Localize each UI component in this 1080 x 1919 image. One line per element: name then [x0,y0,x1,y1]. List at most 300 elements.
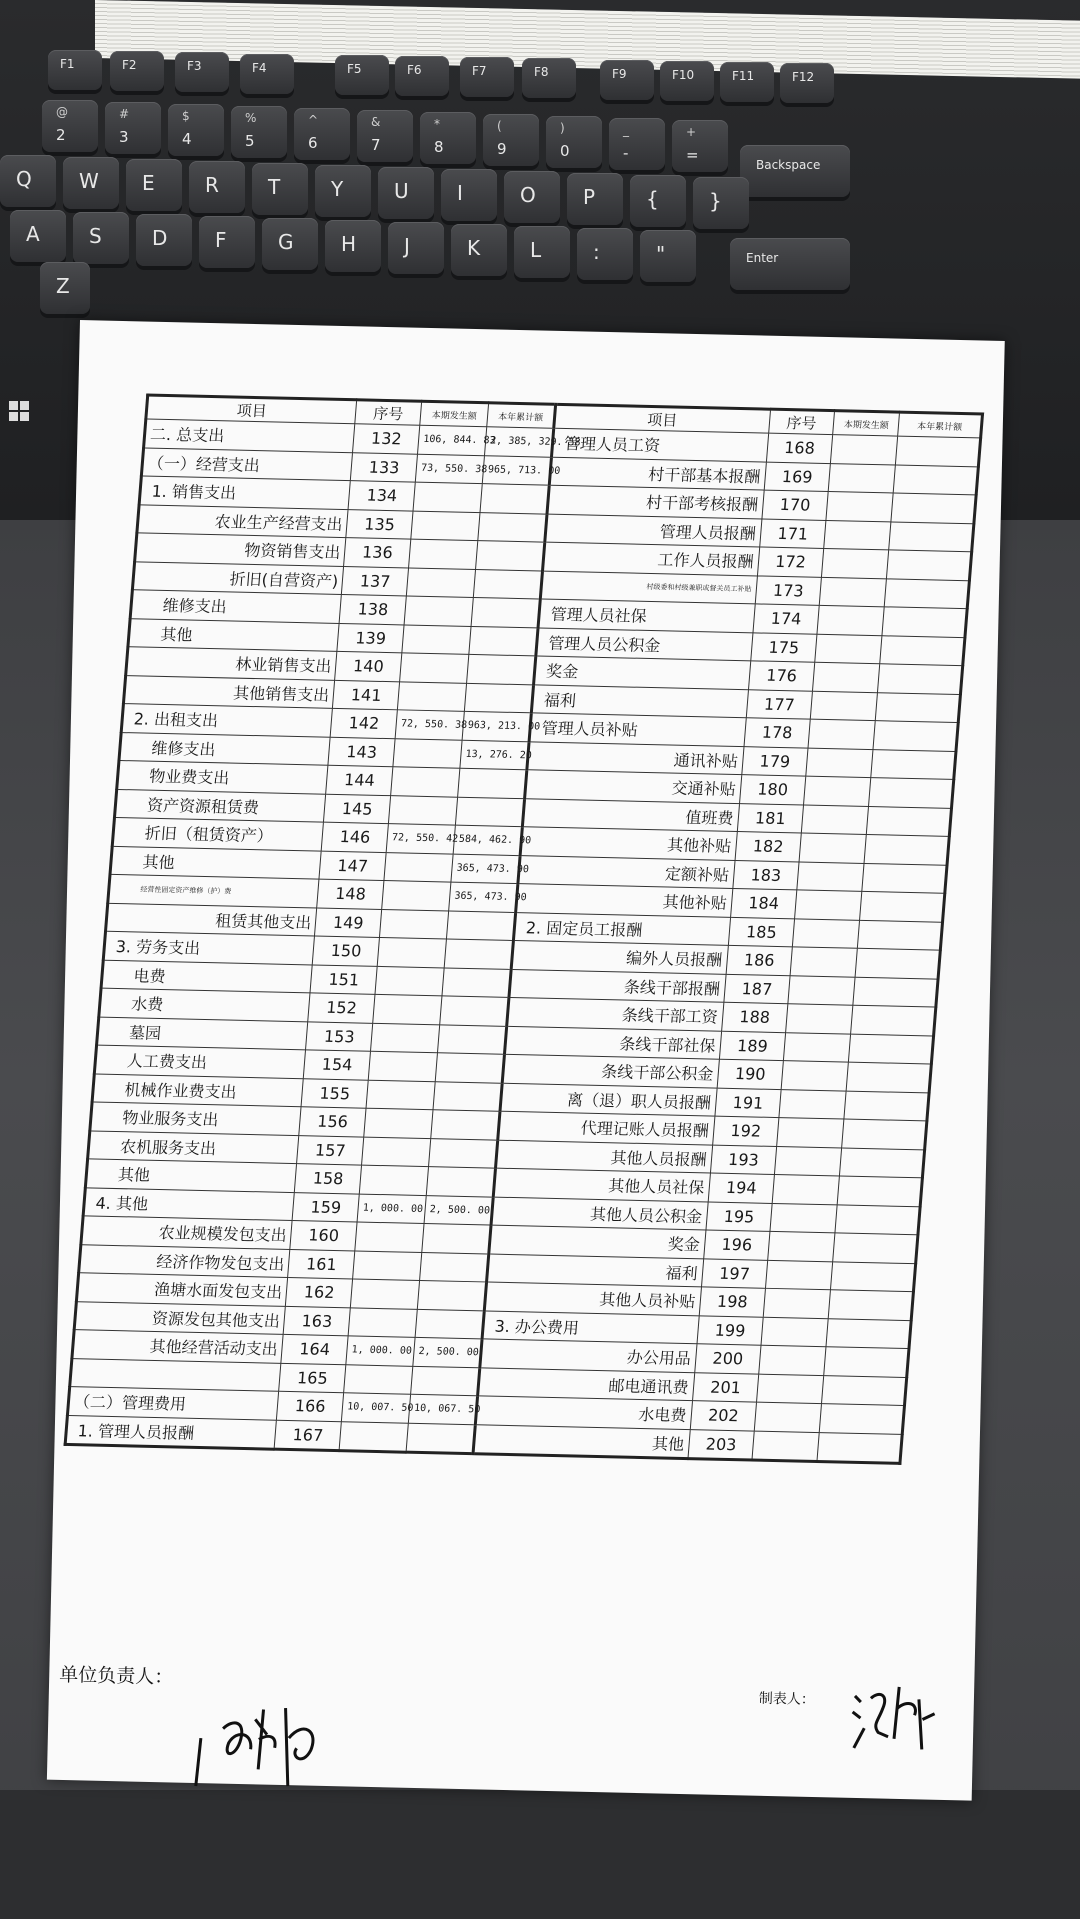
key-label: 0 [560,142,570,160]
year-total-cell: 2, 500. 00 [424,1195,493,1225]
current-amount-cell [400,653,469,683]
right-seq-cell: 184 [730,888,797,918]
key-label: R [205,173,219,197]
current-amount-cell [350,1279,419,1309]
right-year-cell [833,1233,918,1263]
right-current-cell [815,634,882,664]
right-item-cell: 奖金 [534,656,751,689]
desk-edge [0,1790,1080,1919]
left-item-cell: 物资销售支出 [135,533,346,566]
left-seq-cell: 154 [304,1050,371,1080]
right-current-cell [808,719,875,749]
header-left-item: 项目 [146,395,357,424]
preparer-signature [848,1678,940,1760]
right-year-cell [849,1034,934,1064]
right-current-cell [797,861,864,891]
key-label: F4 [252,60,267,75]
right-item-cell: 村干部基本报酬 [549,457,766,490]
year-total-cell: 365, 473. 90 [449,882,518,912]
right-seq-cell: 183 [732,860,799,890]
right-current-cell [766,1260,833,1290]
right-year-cell [889,521,974,551]
current-amount-cell [355,1222,424,1252]
current-amount-cell [409,539,478,569]
left-seq-cell: 161 [288,1249,355,1279]
key-label: # [119,107,130,121]
key-f9 [600,60,654,100]
key-label: Q [16,167,32,191]
left-item-cell: 折旧（租赁资产） [112,817,323,850]
left-seq-cell: 166 [277,1391,344,1421]
left-item-cell: 其他 [128,618,339,651]
right-year-cell [817,1432,902,1463]
right-year-cell [871,749,956,779]
right-item-cell: 其他补贴 [516,884,733,917]
right-year-cell [822,1375,907,1405]
right-year-cell [835,1204,920,1234]
right-year-cell [867,806,952,836]
right-year-cell [858,920,943,950]
key-label: $ [182,109,190,123]
left-item-cell: 物业服务支出 [90,1102,301,1135]
left-item-cell: 物业费支出 [117,760,328,793]
key-home-2 [136,214,192,266]
right-current-cell [804,776,871,806]
right-seq-cell: 200 [694,1344,761,1374]
current-amount-cell [411,511,480,541]
key-home-6 [388,222,444,274]
right-item-cell: 其他人员社保 [493,1168,710,1201]
right-current-cell [802,805,869,835]
left-seq-cell: 152 [308,993,375,1023]
key-digit-9 [609,118,665,170]
year-total-cell: 963, 213. 00 [462,711,531,741]
right-year-cell [828,1290,913,1320]
right-year-cell [864,834,949,864]
key-backspace [740,145,850,197]
right-current-cell [752,1431,819,1462]
right-year-cell [826,1318,911,1348]
current-amount-cell [382,881,451,911]
key-digit-0 [42,100,98,152]
left-seq-cell: 155 [301,1078,368,1108]
right-seq-cell: 197 [701,1258,768,1288]
key-label: F11 [732,69,755,83]
left-item-cell: 农业生产经营支出 [137,504,348,537]
key-label: F6 [407,63,422,77]
year-total-cell [406,1423,475,1454]
key-digit-8 [546,116,602,168]
right-seq-cell: 180 [739,775,806,805]
year-total-cell [438,1024,507,1054]
right-year-cell [862,863,947,893]
right-item-cell: 其他人员报酬 [496,1140,713,1173]
current-amount-cell [413,482,482,512]
key-f11 [720,62,774,102]
current-amount-cell [398,681,467,711]
key-7 [441,169,497,221]
key-label: @ [56,105,68,119]
current-amount-cell: 73, 550. 38 [415,454,484,484]
key-f12 [780,63,834,103]
current-amount-cell [373,994,442,1024]
right-year-cell [855,948,940,978]
key-z [40,262,90,314]
unit-head-signature [192,1698,334,1791]
left-item-cell: 2. 出租支出 [121,704,332,737]
right-item-cell: 条线干部工资 [507,997,724,1030]
right-item-cell: 村级委和村级兼职或督关员工补贴 [540,571,757,604]
key-home-7 [451,224,507,276]
left-item-cell: 其他 [110,846,321,879]
right-current-cell [779,1089,846,1119]
key-label: 3 [119,128,129,146]
right-item-cell: 水电费 [475,1396,692,1429]
right-seq-cell: 189 [719,1031,786,1061]
key-home-10 [640,230,696,282]
right-year-cell [820,1404,905,1434]
key-label: T [268,175,281,199]
right-year-cell [882,607,967,637]
right-seq-cell: 193 [710,1145,777,1175]
key-label: * [434,117,440,131]
right-year-cell [860,891,945,921]
right-item-cell: 管理人员社保 [538,599,755,632]
expense-ledger-table [64,394,985,1465]
left-item-cell: 维修支出 [119,732,330,765]
right-year-cell [891,493,976,523]
current-amount-cell: 72, 550. 38 [395,710,464,740]
preparer-label: 制表人： [758,1690,816,1709]
key-label: H [341,232,357,256]
key-label: + [686,125,697,139]
right-item-cell: 编外人员报酬 [511,940,728,973]
right-item-cell: 条线干部报酬 [509,969,726,1002]
right-item-cell: 村干部考核报酬 [547,485,764,518]
right-seq-cell: 188 [721,1002,788,1032]
right-seq-cell: 172 [757,547,824,577]
key-label: Z [56,274,70,298]
right-seq-cell: 175 [750,632,817,662]
left-seq-cell: 158 [295,1164,362,1194]
right-item-cell: 其他人员公积金 [491,1197,708,1230]
key-10 [630,175,686,227]
right-item-cell: 办公用品 [480,1339,697,1372]
header-right-current: 本期发生额 [833,411,900,436]
key-label: _ [623,123,629,137]
right-current-cell [777,1118,844,1148]
key-digit-6 [420,112,476,164]
key-label: F12 [792,70,815,85]
right-year-cell [853,977,938,1007]
key-digit-7 [483,114,539,166]
left-item-cell: 农机服务支出 [88,1130,299,1163]
left-item-cell: 经营性固定资产维修（护）费 [108,874,319,907]
left-item-cell: 经济作物发包支出 [79,1244,290,1277]
header-year-total: 本年累计额 [487,403,556,428]
year-total-cell: 13, 276. 20 [460,740,529,770]
left-item-cell: 林业销售支出 [126,647,337,680]
key-label: G [278,230,294,254]
right-seq-cell: 203 [688,1429,755,1460]
left-item-cell: 农业规模发包支出 [81,1216,292,1249]
right-item-cell: 3. 办公费用 [482,1310,699,1343]
header-right-seq: 序号 [768,409,835,434]
right-current-cell [813,662,880,692]
key-enter [730,238,850,290]
key-digit-4 [294,108,350,160]
current-amount-cell: 72, 550. 42 [386,824,455,854]
right-seq-cell: 178 [744,718,811,748]
right-year-cell [840,1147,925,1177]
key-label: F7 [472,64,487,79]
right-item-cell: 2. 固定员工报酬 [513,912,730,945]
year-total-cell [440,996,509,1026]
key-f1 [48,50,102,90]
current-amount-cell [348,1307,417,1337]
left-item-cell: 水费 [99,988,310,1021]
right-current-cell [773,1174,840,1204]
key-f2 [110,51,164,91]
year-total-cell [478,512,547,542]
year-total-cell [476,541,545,571]
right-year-cell [880,635,965,665]
ledger-sheet [47,320,1005,1801]
right-item-cell: 交通补贴 [525,770,742,803]
current-amount-cell [380,909,449,939]
right-current-cell [817,605,884,635]
right-current-cell [811,691,878,721]
current-amount-cell: 1, 000. 00 [357,1194,426,1224]
year-total-cell [467,654,536,684]
right-year-cell [876,692,961,722]
key-digit-3 [231,106,287,158]
left-item-cell: 其他销售支出 [123,675,334,708]
left-seq-cell: 145 [324,794,391,824]
key-home-9 [577,228,633,280]
right-year-cell [893,465,978,495]
left-item-cell: 二. 总支出 [144,419,355,452]
left-item-cell: 电费 [101,960,312,993]
year-total-cell [435,1053,504,1083]
year-total-cell: 10, 067. 50 [408,1394,477,1424]
right-current-cell [757,1374,824,1404]
current-amount-cell [362,1137,431,1167]
left-seq-cell: 139 [337,623,404,653]
left-item-cell: 墓园 [97,1017,308,1050]
left-seq-cell: 135 [346,509,413,539]
left-seq-cell: 133 [351,452,418,482]
key-label: % [245,111,257,125]
header-left-seq: 序号 [355,400,422,425]
right-item-cell: 邮电通讯费 [478,1367,695,1400]
header-right-item: 项目 [554,404,770,433]
key-label: ^ [308,113,319,127]
left-item-cell: 1. 管理人员报酬 [65,1415,277,1449]
right-seq-cell: 176 [748,661,815,691]
year-total-cell [415,1309,484,1339]
right-item-cell: 福利 [531,684,748,717]
left-seq-cell: 141 [333,680,400,710]
key-home-0 [10,210,66,262]
current-amount-cell [384,852,453,882]
current-amount-cell [389,795,458,825]
right-item-cell: 条线干部社保 [505,1026,722,1059]
key-label: Enter [746,251,779,265]
year-total-cell: 2, 385, 329. 58 [485,427,554,457]
left-item-cell: 渔塘水面发包支出 [76,1273,287,1306]
year-total-cell: 2, 500. 00 [413,1337,482,1367]
left-seq-cell: 162 [286,1277,353,1307]
year-total-cell [464,683,533,713]
key-f5 [335,55,389,95]
right-seq-cell: 198 [699,1287,766,1317]
key-label: 4 [182,130,192,148]
right-current-cell [806,748,873,778]
key-label: Y [331,177,344,201]
right-item-cell: 管理人员公积金 [536,627,753,660]
year-total-cell [426,1167,495,1197]
right-seq-cell: 171 [759,519,826,549]
right-current-cell [784,1032,851,1062]
right-item-cell: 福利 [487,1254,704,1287]
key-5 [315,165,371,217]
year-total-cell [473,569,542,599]
key-label: S [89,224,102,248]
left-seq-cell: 159 [292,1192,359,1222]
left-item-cell: 机械作业费支出 [92,1074,303,1107]
key-label: 6 [308,134,318,152]
key-label: A [26,222,40,246]
left-seq-cell: 147 [319,851,386,881]
right-current-cell [770,1203,837,1233]
key-label: " [656,242,666,266]
right-current-cell [822,548,889,578]
left-seq-cell: 165 [279,1363,346,1393]
right-current-cell [820,577,887,607]
key-3 [189,161,245,213]
key-label: 9 [497,140,507,158]
year-total-cell [480,484,549,514]
right-seq-cell: 199 [697,1315,764,1345]
right-item-cell: 工作人员报酬 [543,542,760,575]
current-amount-cell: 1, 000. 00 [346,1336,415,1366]
right-year-cell [869,778,954,808]
windows-icon [8,400,30,422]
header-current-amount: 本期发生额 [420,401,489,426]
left-item-cell: 3. 劳务支出 [103,931,314,964]
right-seq-cell: 192 [712,1116,779,1146]
right-seq-cell: 174 [753,604,820,634]
key-home-1 [73,212,129,264]
current-amount-cell [393,738,462,768]
left-item-cell: 人工费支出 [94,1045,305,1078]
right-current-cell [755,1402,822,1432]
key-label: 7 [371,136,381,154]
left-seq-cell: 138 [339,595,406,625]
year-total-cell [447,911,516,941]
right-item-cell: 条线干部公积金 [502,1054,719,1087]
ledger-body [65,419,980,1463]
key-label: U [394,179,409,203]
right-current-cell [829,463,896,493]
current-amount-cell [404,596,473,626]
key-6 [378,167,434,219]
key-label: ) [560,121,565,135]
key-digit-2 [168,104,224,156]
right-seq-cell: 168 [766,433,833,463]
current-amount-cell [344,1364,413,1394]
key-home-8 [514,226,570,278]
right-seq-cell: 169 [764,462,831,492]
right-year-cell [824,1347,909,1377]
key-label: F10 [672,67,695,82]
left-seq-cell: 157 [297,1135,364,1165]
right-seq-cell: 201 [692,1372,759,1402]
key-label: P [583,185,596,209]
right-seq-cell: 190 [717,1059,784,1089]
right-year-cell [851,1005,936,1035]
right-seq-cell: 196 [703,1230,770,1260]
key-label: J [404,234,410,258]
right-year-cell [837,1176,922,1206]
current-amount-cell [359,1165,428,1195]
left-seq-cell: 156 [299,1107,366,1137]
key-label: W [79,169,99,193]
right-item-cell: 值班费 [522,798,739,831]
current-amount-cell [371,1023,440,1053]
key-label: F8 [534,65,549,80]
current-amount-cell [391,767,460,797]
key-f4 [240,54,294,94]
year-total-cell [420,1252,489,1282]
right-seq-cell: 186 [726,945,793,975]
left-item-cell: 1. 销售支出 [139,476,350,509]
right-year-cell [842,1119,927,1149]
key-f10 [660,61,714,101]
unit-head-label: 单位负责人： [59,1663,174,1689]
right-year-cell [844,1091,929,1121]
left-item-cell: 租赁其他支出 [106,903,317,936]
right-item-cell: 通讯补贴 [527,741,744,774]
right-item-cell: 其他 [473,1424,690,1458]
year-total-cell [431,1110,500,1140]
key-label: F3 [187,59,202,74]
right-item-cell: 奖金 [489,1225,706,1258]
current-amount-cell: 10, 007. 50 [342,1393,411,1423]
left-seq-cell: 136 [344,538,411,568]
key-label: } [709,189,722,213]
key-label: O [520,183,536,207]
left-seq-cell: 149 [315,908,382,938]
left-item-cell: 4. 其他 [83,1187,294,1220]
right-year-cell [831,1261,916,1291]
year-total-cell [411,1366,480,1396]
key-11 [693,177,749,229]
right-current-cell [791,947,858,977]
current-amount-cell [377,937,446,967]
right-current-cell [788,975,855,1005]
right-year-cell [887,550,972,580]
left-seq-cell: 137 [342,566,409,596]
right-year-cell [873,721,958,751]
key-label: F5 [347,61,362,76]
left-item-cell: 折旧(自营资产) [132,561,343,594]
year-total-cell [417,1280,486,1310]
right-seq-cell: 185 [728,917,795,947]
key-digit-5 [357,110,413,162]
left-seq-cell: 148 [317,879,384,909]
